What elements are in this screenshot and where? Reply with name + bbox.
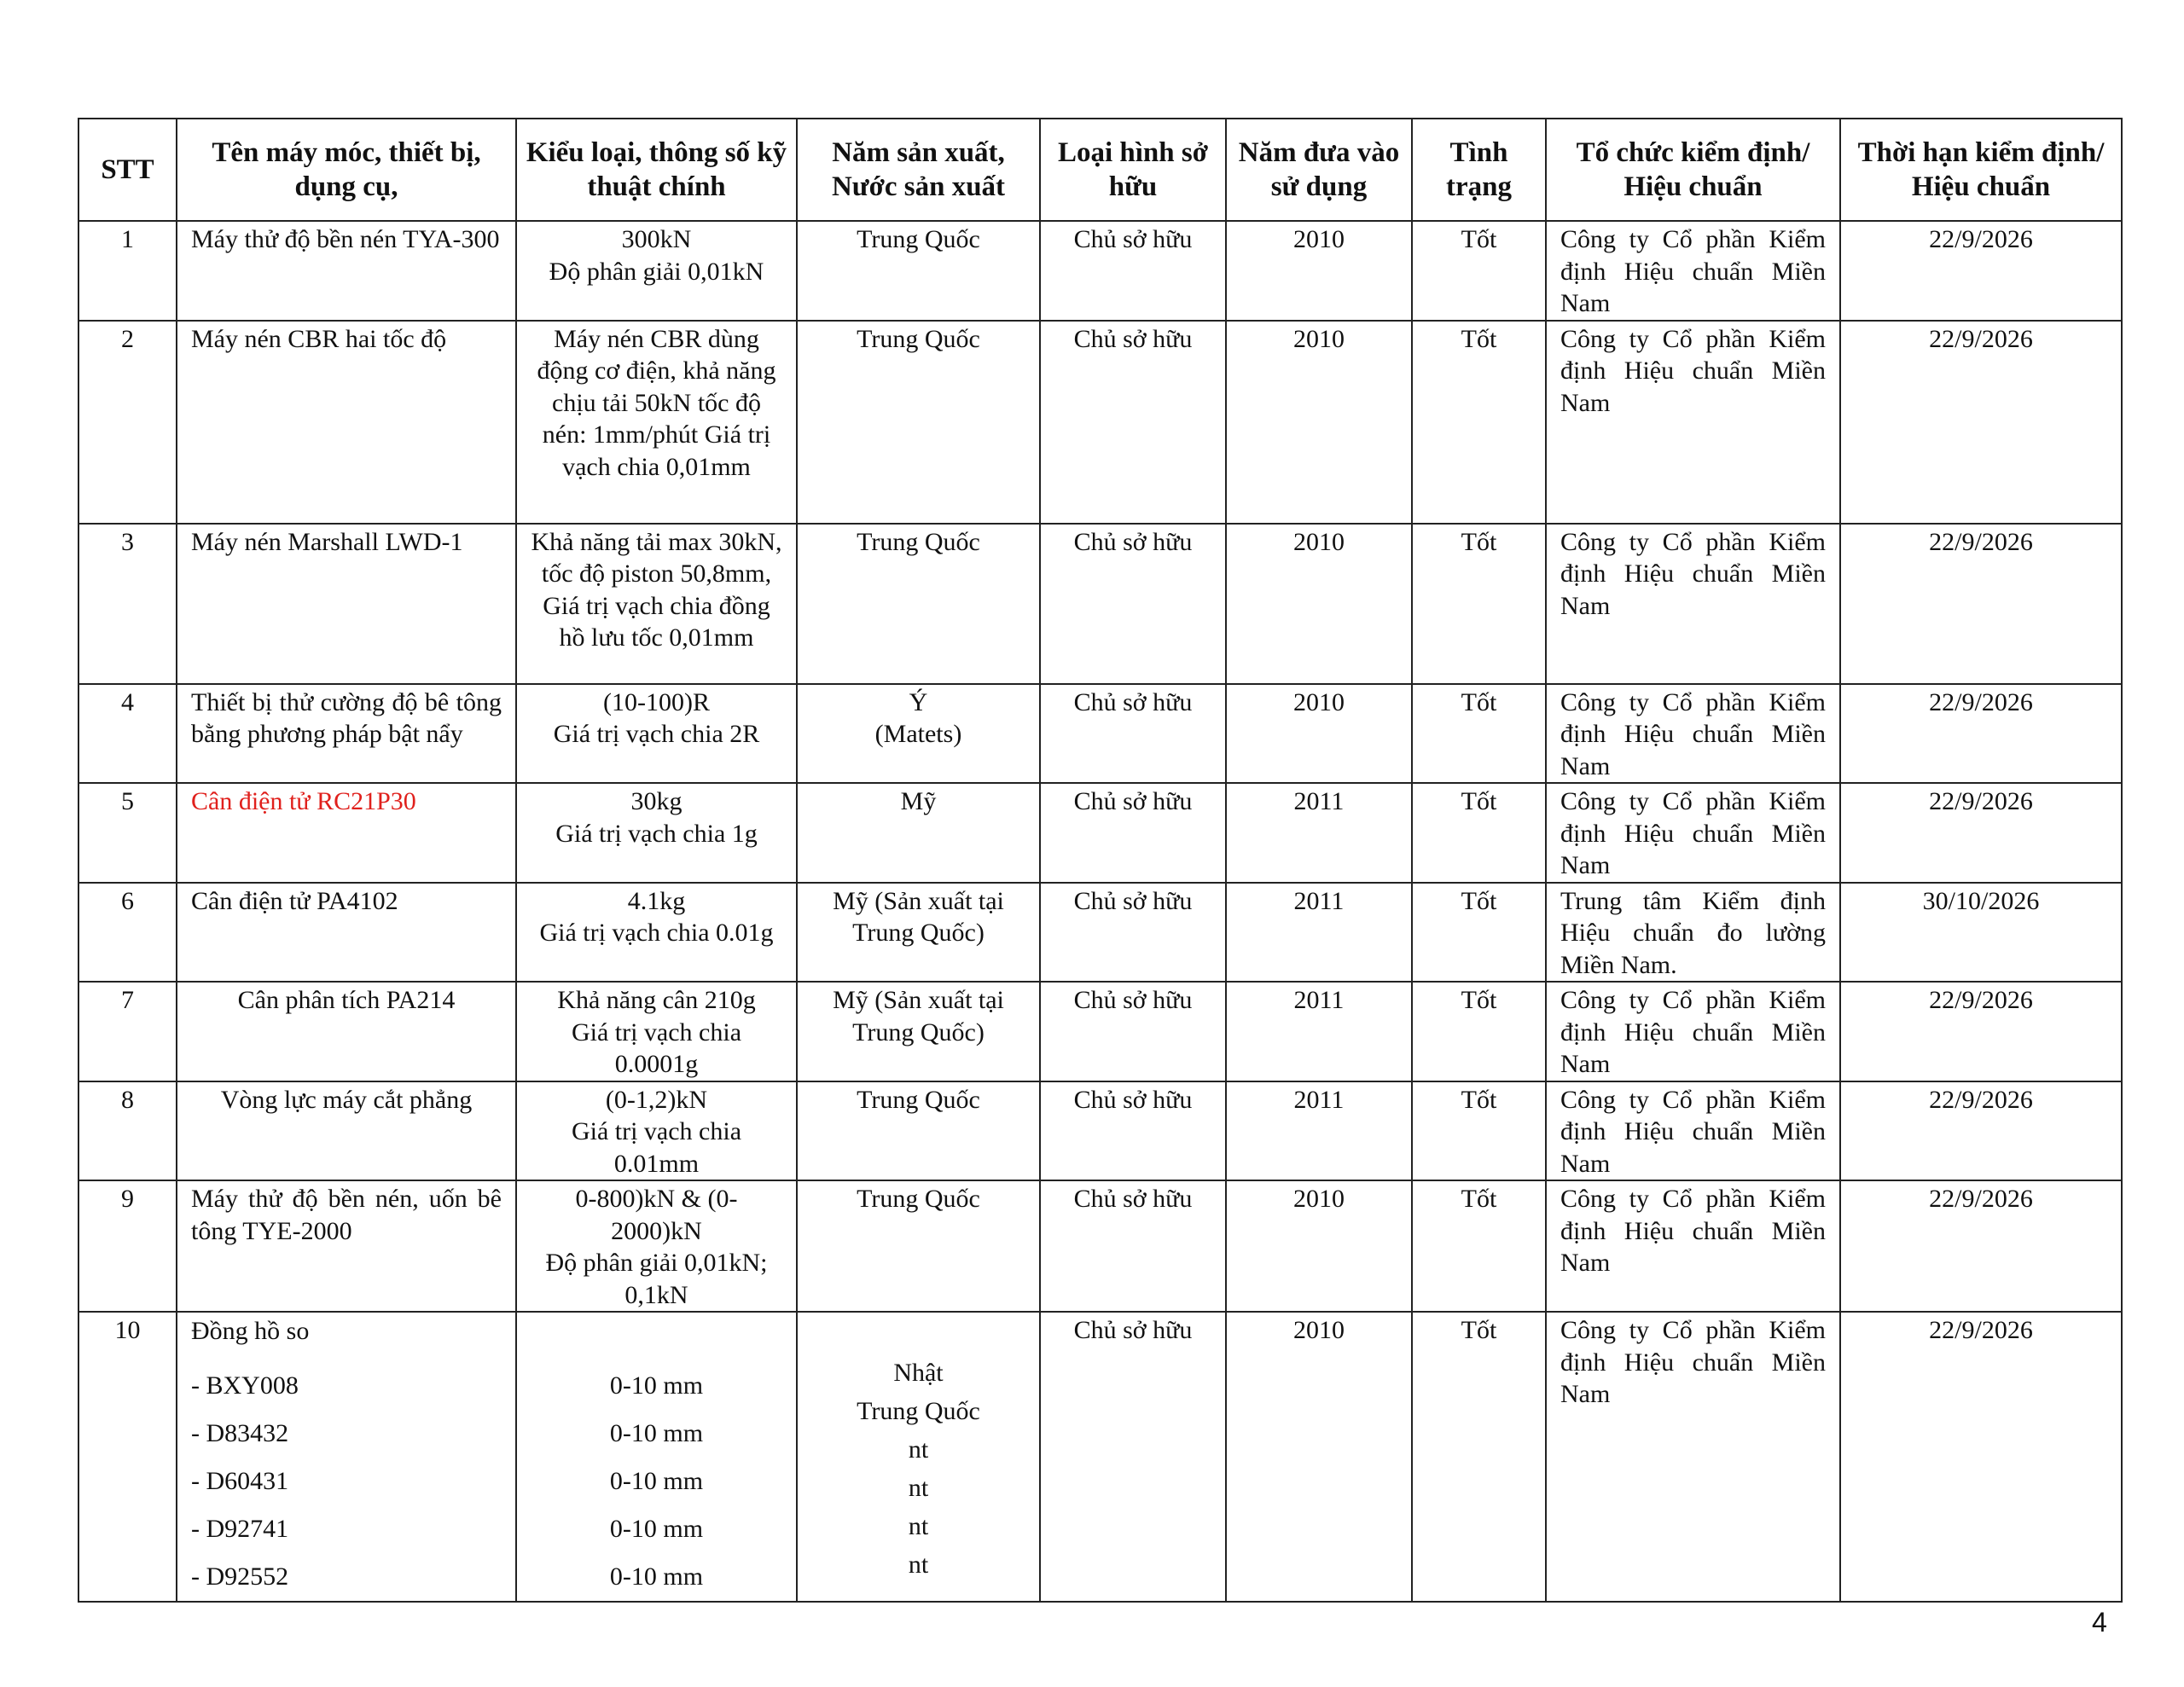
- cell-spec: [516, 321, 797, 524]
- header-name: Tên máy móc, thiết bị, dụng cụ,: [177, 119, 516, 221]
- header-spec: Kiểu loại, thông số kỹ thuật chính: [516, 119, 797, 221]
- cell-stt: 10: [78, 1312, 177, 1602]
- cell-name: Thiết bị thử cường độ bê tông bằng phương pháp bật nẩy: [177, 684, 516, 784]
- cell-origin: [797, 524, 1040, 684]
- cell-status: Tốt: [1412, 982, 1546, 1081]
- header-org: Tổ chức kiểm định/ Hiệu chuẩn: [1546, 119, 1840, 221]
- cell-origin: [797, 1180, 1040, 1312]
- cell-year: 2011: [1226, 783, 1412, 883]
- cell-stt: 2: [78, 321, 177, 524]
- spec-line: (10-100)R: [603, 687, 710, 716]
- cell-year: 2010: [1226, 1180, 1412, 1312]
- cell-name: [177, 1312, 516, 1602]
- cell-stt: 9: [78, 1180, 177, 1312]
- cell-origin: [797, 1081, 1040, 1181]
- cell-spec: [516, 883, 797, 983]
- cell-name: Máy nén Marshall LWD-1: [177, 524, 516, 684]
- cell-expiry: 22/9/2026: [1840, 783, 2122, 883]
- cell-spec: [516, 982, 797, 1081]
- cell-year: 2011: [1226, 982, 1412, 1081]
- spec-line: Khả năng tải max 30kN, tốc độ piston 50,8mm, Giá trị vạch chia đồng hồ lưu tốc 0,01mm: [531, 527, 782, 652]
- cell-org: Công ty Cổ phần Kiểm định Hiệu chuẩn Miền Nam: [1546, 321, 1840, 524]
- table-row: [78, 1180, 2122, 1312]
- spec-line: 0-800)kN & (0-2000)kN: [575, 1185, 738, 1245]
- cell-stt: 3: [78, 524, 177, 684]
- origin-line: Mỹ: [900, 787, 937, 815]
- cell-expiry: 22/9/2026: [1840, 221, 2122, 321]
- sub-item: - D60431: [191, 1467, 289, 1495]
- cell-status: Tốt: [1412, 321, 1546, 524]
- cell-name: Cân điện tử PA4102: [177, 883, 516, 983]
- sub-origin: Trung Quốc: [857, 1397, 980, 1425]
- header-stt: STT: [78, 119, 177, 221]
- cell-ownership: Chủ sở hữu: [1040, 321, 1226, 524]
- cell-ownership: Chủ sở hữu: [1040, 684, 1226, 784]
- cell-ownership: Chủ sở hữu: [1040, 783, 1226, 883]
- cell-ownership: Chủ sở hữu: [1040, 221, 1226, 321]
- table-row: [78, 1081, 2122, 1181]
- cell-expiry: 22/9/2026: [1840, 982, 2122, 1081]
- cell-stt: 1: [78, 221, 177, 321]
- page-number: 4: [2092, 1607, 2107, 1638]
- spec-line: Máy nén CBR dùng động cơ điện, khả năng chịu tải 50kN tốc độ nén: 1mm/phút Giá trị vạch chia 0,01mm: [537, 324, 776, 481]
- cell-ownership: Chủ sở hữu: [1040, 883, 1226, 983]
- cell-ownership: Chủ sở hữu: [1040, 524, 1226, 684]
- cell-ownership: Chủ sở hữu: [1040, 982, 1226, 1081]
- header-status: Tình trạng: [1412, 119, 1546, 221]
- equipment-table: [78, 118, 2123, 1603]
- sub-item: - D83432: [191, 1419, 289, 1447]
- spec-line: 300kN: [621, 225, 692, 253]
- spec-line: Giá trị vạch chia 1g: [555, 819, 758, 848]
- sub-origin: nt: [908, 1435, 929, 1464]
- table-row: [78, 982, 2122, 1081]
- header-expiry: Thời hạn kiểm định/ Hiệu chuẩn: [1840, 119, 2122, 221]
- header-year: Năm đưa vào sử dụng: [1226, 119, 1412, 221]
- cell-name: Máy thử độ bền nén TYA-300: [177, 221, 516, 321]
- origin-line: Mỹ (Sản xuất tại Trung Quốc): [833, 886, 1004, 947]
- cell-year: 2011: [1226, 883, 1412, 983]
- cell-status: Tốt: [1412, 221, 1546, 321]
- cell-org: Công ty Cổ phần Kiểm định Hiệu chuẩn Miền Nam: [1546, 1081, 1840, 1181]
- cell-org: Trung tâm Kiểm định Hiệu chuẩn đo lường Miền Nam.: [1546, 883, 1840, 983]
- cell-name: Cân điện tử RC21P30: [177, 783, 516, 883]
- cell-ownership: Chủ sở hữu: [1040, 1180, 1226, 1312]
- cell-status: Tốt: [1412, 1312, 1546, 1602]
- cell-expiry: 22/9/2026: [1840, 684, 2122, 784]
- cell-name: Cân phân tích PA214: [177, 982, 516, 1081]
- cell-stt: 5: [78, 783, 177, 883]
- cell-stt: 8: [78, 1081, 177, 1181]
- table-row: [78, 783, 2122, 883]
- spacer: [811, 1314, 1025, 1354]
- table-row: [78, 524, 2122, 684]
- cell-year: 2011: [1226, 1081, 1412, 1181]
- origin-line: Ý: [909, 687, 928, 716]
- spec-line: Khả năng cân 210g: [557, 986, 756, 1014]
- header-origin: Năm sản xuất, Nước sản xuất: [797, 119, 1040, 221]
- sub-item: - D92552: [191, 1562, 289, 1591]
- table-row: [78, 321, 2122, 524]
- cell-spec: [516, 684, 797, 784]
- sub-origin: nt: [908, 1551, 929, 1579]
- cell-expiry: 22/9/2026: [1840, 1180, 2122, 1312]
- origin-line: Trung Quốc: [857, 1085, 980, 1114]
- cell-expiry: 22/9/2026: [1840, 1081, 2122, 1181]
- cell-stt: 4: [78, 684, 177, 784]
- sub-spec: 0-10 mm: [609, 1515, 704, 1543]
- table-row: [78, 684, 2122, 784]
- spec-line: (0-1,2)kN: [605, 1085, 708, 1114]
- cell-year: 2010: [1226, 524, 1412, 684]
- origin-line: (Matets): [874, 720, 962, 748]
- cell-stt: 6: [78, 883, 177, 983]
- spacer: [531, 1314, 782, 1362]
- spec-line: 4.1kg: [627, 886, 686, 915]
- cell-expiry: 30/10/2026: [1840, 883, 2122, 983]
- cell-org: Công ty Cổ phần Kiểm định Hiệu chuẩn Miền Nam: [1546, 684, 1840, 784]
- cell-status: Tốt: [1412, 524, 1546, 684]
- origin-line: Trung Quốc: [857, 324, 980, 353]
- origin-line: Trung Quốc: [857, 527, 980, 556]
- table-row: [78, 221, 2122, 321]
- cell-origin: [797, 783, 1040, 883]
- table-row: [78, 1312, 2122, 1602]
- cell-status: Tốt: [1412, 783, 1546, 883]
- cell-org: Công ty Cổ phần Kiểm định Hiệu chuẩn Miền Nam: [1546, 982, 1840, 1081]
- spec-line: Giá trị vạch chia 0.0001g: [571, 1017, 742, 1078]
- sub-spec: 0-10 mm: [609, 1371, 704, 1400]
- sub-origin: nt: [908, 1474, 929, 1502]
- cell-origin: [797, 982, 1040, 1081]
- cell-org: Công ty Cổ phần Kiểm định Hiệu chuẩn Miền Nam: [1546, 524, 1840, 684]
- cell-name: Máy thử độ bền nén, uốn bê tông TYE-2000: [177, 1180, 516, 1312]
- spec-line: Giá trị vạch chia 0.01g: [539, 919, 774, 947]
- cell-origin: [797, 883, 1040, 983]
- cell-org: Công ty Cổ phần Kiểm định Hiệu chuẩn Miền Nam: [1546, 1312, 1840, 1602]
- cell-origin: [797, 684, 1040, 784]
- cell-spec: [516, 1312, 797, 1602]
- sub-origin: Nhật: [893, 1359, 944, 1387]
- sub-origin: nt: [908, 1512, 929, 1540]
- cell-expiry: 22/9/2026: [1840, 321, 2122, 524]
- cell-origin: [797, 1312, 1040, 1602]
- origin-line: Trung Quốc: [857, 1185, 980, 1213]
- cell-org: Công ty Cổ phần Kiểm định Hiệu chuẩn Miền Nam: [1546, 1180, 1840, 1312]
- item-group-name: Đồng hồ so: [191, 1317, 310, 1345]
- cell-name: Máy nén CBR hai tốc độ: [177, 321, 516, 524]
- spec-line: Độ phân giải 0,01kN: [549, 257, 764, 286]
- cell-ownership: Chủ sở hữu: [1040, 1312, 1226, 1602]
- header-ownership: Loại hình sở hữu: [1040, 119, 1226, 221]
- cell-origin: [797, 221, 1040, 321]
- cell-spec: [516, 1081, 797, 1181]
- table-body: [78, 221, 2122, 1602]
- cell-spec: [516, 221, 797, 321]
- cell-year: 2010: [1226, 221, 1412, 321]
- sub-spec: 0-10 mm: [609, 1467, 704, 1495]
- cell-expiry: 22/9/2026: [1840, 524, 2122, 684]
- sub-item: - BXY008: [191, 1371, 299, 1400]
- spec-line: Giá trị vạch chia 2R: [553, 720, 760, 748]
- cell-name: Vòng lực máy cắt phẳng: [177, 1081, 516, 1181]
- cell-year: 2010: [1226, 1312, 1412, 1602]
- cell-spec: [516, 1180, 797, 1312]
- table-row: [78, 883, 2122, 983]
- spec-line: 30kg: [630, 787, 682, 815]
- cell-spec: [516, 783, 797, 883]
- cell-status: Tốt: [1412, 684, 1546, 784]
- origin-line: Mỹ (Sản xuất tại Trung Quốc): [833, 986, 1004, 1046]
- cell-ownership: Chủ sở hữu: [1040, 1081, 1226, 1181]
- origin-line: Trung Quốc: [857, 225, 980, 253]
- cell-org: Công ty Cổ phần Kiểm định Hiệu chuẩn Miền Nam: [1546, 783, 1840, 883]
- sub-spec: 0-10 mm: [609, 1562, 704, 1591]
- cell-org: Công ty Cổ phần Kiểm định Hiệu chuẩn Miền Nam: [1546, 221, 1840, 321]
- cell-expiry: 22/9/2026: [1840, 1312, 2122, 1602]
- cell-stt: 7: [78, 982, 177, 1081]
- header-row: [78, 119, 2122, 221]
- cell-status: Tốt: [1412, 1081, 1546, 1181]
- cell-spec: [516, 524, 797, 684]
- spec-line: Độ phân giải 0,01kN; 0,1kN: [545, 1249, 768, 1309]
- cell-status: Tốt: [1412, 883, 1546, 983]
- cell-status: Tốt: [1412, 1180, 1546, 1312]
- sub-item: - D92741: [191, 1515, 289, 1543]
- sub-spec: 0-10 mm: [609, 1419, 704, 1447]
- cell-origin: [797, 321, 1040, 524]
- cell-year: 2010: [1226, 321, 1412, 524]
- spec-line: Giá trị vạch chia 0.01mm: [571, 1117, 742, 1178]
- cell-year: 2010: [1226, 684, 1412, 784]
